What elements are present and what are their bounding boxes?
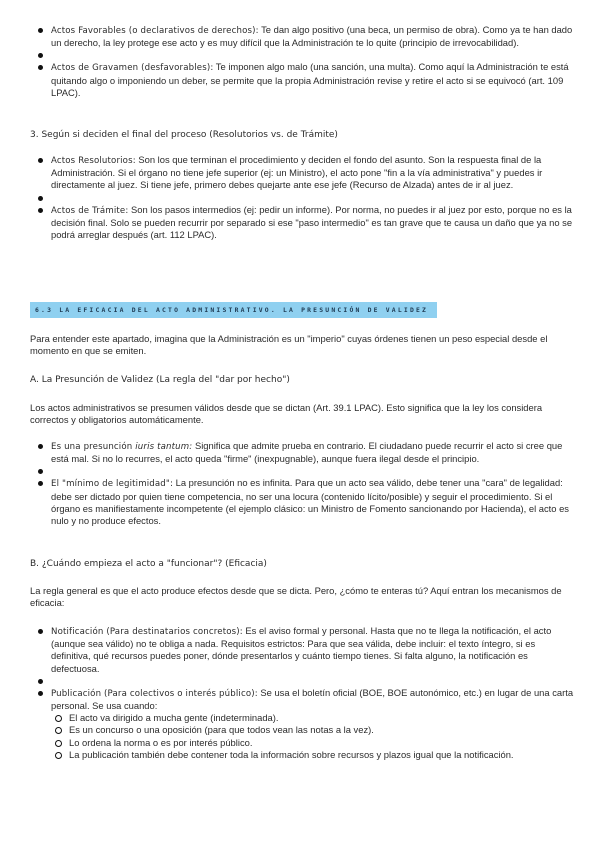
list-item (30, 477, 575, 527)
section-a-title: A. La Presunción de Validez (La regla del "dar por hecho") (30, 375, 290, 385)
term-text: Son los que terminan el procedimiento y deciden el fondo del asunto. Son la respuesta final de la Administración. Si el órgano no tiene jefe superior (ej: un Ministro), el acto pone "fin a la vía administrativa" y puedes ir directamente al juez. Si tiene jefe, primero debes quejarte ante ese jefe (Recurso de Alzada) antes de ir al juez. (51, 154, 543, 191)
term-text: Te imponen algo malo (una sanción, una multa). Como aquí la Administración te está quitando algo o imponiendo un deber, se permite que la propia Administración revise y retire el acto si se equivocó (art. 109 LPAC). (51, 61, 569, 98)
section-3-list (30, 154, 575, 241)
section-a-list (30, 440, 575, 527)
intro-paragraph: Para entender este apartado, imagina que la Administración es un "imperio" cuyas órdenes tienen un peso especial desde el momento en que se emiten. (30, 333, 548, 357)
term-label: Publicación (Para colectivos o interés público): (51, 688, 258, 699)
acts-by-effect-list (30, 24, 575, 99)
publication-cases-list (51, 712, 575, 761)
term-label: Es una presunción (51, 442, 136, 452)
term-text: La presunción no es infinita. Para que un acto sea válido, debe tener una "cara" de legalidad: debe ser dictado por quien tiene competencia, no ser una locura (contenido lícito/posible) y seguir el procedimiento. Si el órgano es manifiestamente incompetente (el ejemplo clásico: un Ministro de Fomento sancionando por Hacienda), el acto es nulo y no produce efectos. (51, 477, 569, 527)
section-b-paragraph: La regla general es que el acto produce efectos desde que se dicta. Pero, ¿cómo te enteras tú? Aquí entran los mecanismos de eficacia: (30, 585, 562, 609)
list-item (30, 204, 575, 242)
section-a-paragraph: Los actos administrativos se presumen válidos desde que se dictan (Art. 39.1 LPAC). Esto significa que la ley los considera correctos y obligatorios automáticamente. (30, 402, 543, 426)
list-item (30, 154, 575, 192)
section-b-title: B. ¿Cuándo empieza el acto a "funcionar"? (Eficacia) (30, 559, 267, 569)
term-label-italic: iuris tantum: (135, 442, 193, 452)
section-b-list (30, 625, 575, 761)
sub-list-item: Es un concurso o una oposición (para que todos vean las notas a la vez). (51, 724, 575, 736)
term-text: Se usa el boletín oficial (BOE, BOE autonómico, etc.) en lugar de una carta personal. Se usa cuando: (51, 686, 574, 712)
term-text: Son los pasos intermedios (ej: pedir un informe). Por norma, no puedes ir al juez por esto, porque no es la decisión final. Solo se pueden recurrir por separado si ese "paso intermedio" es tan grave que te causa un daño que ya no se podrá arreglar después (art. 112 LPAC). (51, 203, 573, 241)
list-item (30, 687, 575, 761)
sub-list-item: Lo ordena la norma o es por interés público. (51, 737, 575, 749)
list-item (30, 440, 575, 465)
term-text: Significa que admite prueba en contrario. El ciudadano puede recurrir el acto si cree que está mal. Si no lo recurres, el acto queda "firme" (inexpugnable), aunque fuera ilegal desde el principio. (51, 440, 563, 465)
empty-list-item (30, 675, 575, 687)
sub-list-item: La publicación también debe contener toda la información sobre recursos y plazos igual que la notificación. (51, 749, 575, 761)
term-label: Actos de Gravamen (desfavorables): (51, 63, 214, 74)
section-3-title: 3. Según si deciden el final del proceso (Resolutorios vs. de Trámite) (30, 130, 338, 140)
list-item (30, 625, 575, 675)
empty-list-item (30, 49, 575, 61)
section-heading-6-3: 6.3 LA EFICACIA DEL ACTO ADMINISTRATIVO. LA PRESUNCIÓN DE VALIDEZ (30, 302, 437, 318)
sub-list-item: El acto va dirigido a mucha gente (indeterminada). (51, 712, 575, 724)
term-text: Te dan algo positivo (una beca, un permiso de obra). Como ya te han dado un derecho, la ley protege ese acto y es muy difícil que la Administración te lo quite (principio de irrevocabilidad). (51, 24, 573, 49)
empty-list-item (30, 192, 575, 204)
list-item (30, 24, 575, 49)
empty-list-item (30, 465, 575, 477)
list-item (30, 61, 575, 99)
term-text: Es el aviso formal y personal. Hasta que no te llega la notificación, el acto (aunque sea válido) no te obliga a nada. Requisitos estrictos: Para que sea válida, debe incluir: el texto íntegro, si es definitiva, qué recursos puedes poner, dónde presentarlos y cuánto tiempo tienes. Si falta alguno, la notificación es defectuosa. (51, 625, 552, 674)
term-label: Actos Resolutorios: (51, 156, 136, 166)
term-label: El "mínimo de legitimidad": (51, 479, 174, 490)
term-label: Actos de Trámite: (51, 205, 129, 216)
term-label: Actos Favorables (o declarativos de derechos): (51, 26, 259, 36)
term-label: Notificación (Para destinatarios concretos): (51, 627, 243, 637)
